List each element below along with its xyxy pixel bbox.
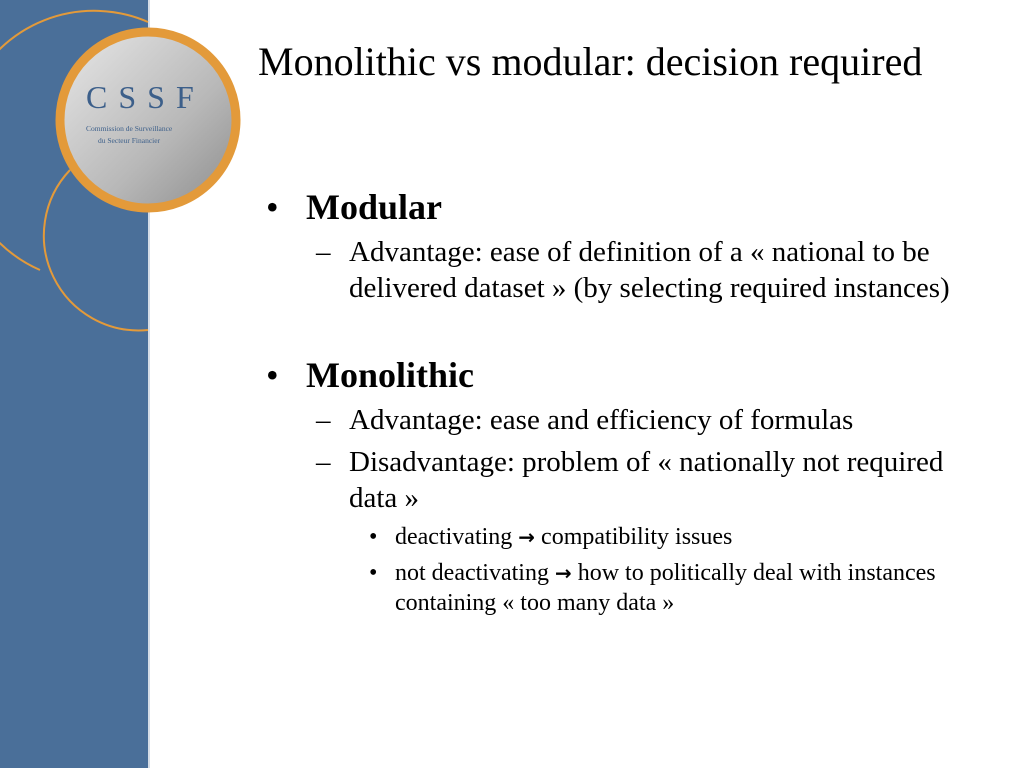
sub-bullet-text: Disadvantage: problem of « nationally not required data »	[349, 446, 944, 514]
cssf-logo	[0, 0, 260, 340]
bullet-heading: Monolithic	[306, 355, 474, 395]
sub-sub-bullet	[365, 522, 986, 552]
logo-letters: CSSF	[86, 79, 205, 115]
bullet-heading: Modular	[306, 187, 443, 227]
bullet-mark: •	[266, 355, 279, 395]
sub-sub-bullet	[365, 558, 986, 618]
dash-mark: –	[316, 446, 331, 478]
sub-bullet	[316, 234, 986, 306]
sub-bullet	[316, 402, 986, 438]
sub-sub-bullet-before: deactivating	[395, 524, 513, 550]
sub-sub-bullet-before: not deactivating	[395, 560, 549, 586]
dash-mark: –	[316, 236, 331, 268]
sub-bullet-mark: •	[369, 524, 378, 550]
logo-line2: du Secteur Financier	[98, 136, 161, 145]
bullet-modular	[266, 186, 986, 228]
bullet-mark: •	[266, 187, 279, 227]
right-arrow-icon: →	[554, 561, 572, 585]
bullet-monolithic	[266, 354, 986, 396]
dash-mark: –	[316, 404, 331, 436]
sub-sub-bullet-after: how to politically deal with instances containing « too many data »	[395, 560, 936, 616]
sub-bullet-mark: •	[369, 560, 378, 586]
logo-disc	[60, 32, 236, 208]
sub-bullet-text: Advantage: ease of definition of a « national to be delivered dataset » (by selecting required instances)	[349, 236, 950, 304]
sub-sub-bullet-after: compatibility issues	[541, 524, 733, 550]
slide-title: Monolithic vs modular: decision required	[258, 39, 923, 84]
sub-bullet	[316, 444, 986, 516]
right-arrow-icon: →	[518, 525, 536, 549]
sub-bullet-text: Advantage: ease and efficiency of formulas	[349, 404, 854, 436]
logo-line1: Commission de Surveillance	[86, 124, 173, 133]
slide-content	[266, 186, 986, 618]
